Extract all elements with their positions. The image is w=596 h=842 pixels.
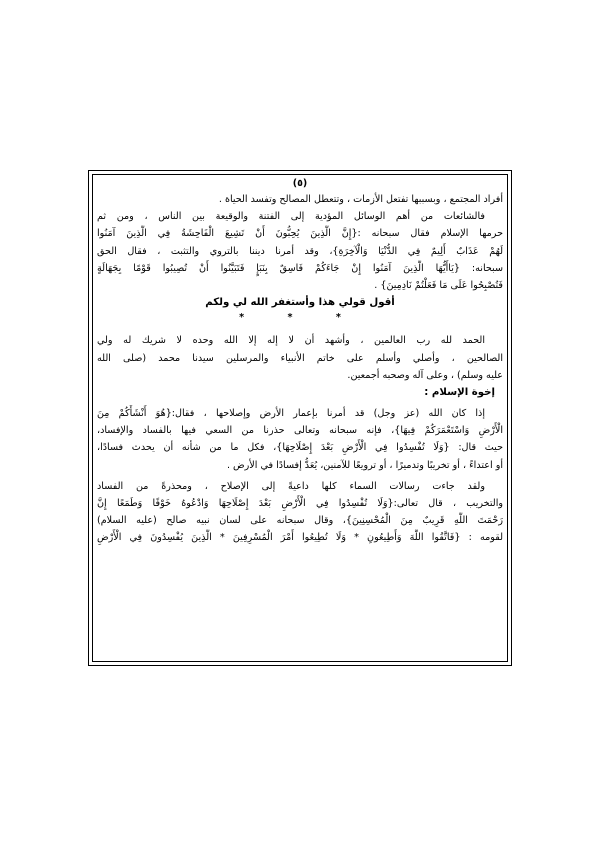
text-line: أو اعتداءً ، أو تخريبًا وتدميرًا ، أو ترويعًا للآمنين، يُعَدُّ إفسادًا في الأرض . bbox=[226, 459, 503, 471]
section-heading: إخوة الإسلام : bbox=[424, 386, 495, 398]
text-line: لَهُمْ عَذَابٌ أَلِيمٌ فِي الدُّنْيَا وَالْآخِرَةِ}، وقد أمرنا ديننا بالتروي والتثبت ، فقال الحق bbox=[97, 245, 503, 257]
text-line: سبحانه: {يَاأَيُّهَا الَّذِينَ آمَنُوا إِنْ جَاءَكُمْ فَاسِقٌ بِنَبَإٍ فَتَبَيَّنُوا أَنْ تُصِيبُوا قَوْمًا بِجَهَالَةٍ bbox=[97, 262, 503, 274]
text-line: والتخريب ، قال تعالى:{وَلَا تُفْسِدُوا فِي الْأَرْضِ بَعْدَ إِصْلَاحِهَا وَادْعُوهُ خَوْفًا وَطَمَعًا إِنَّ bbox=[97, 498, 503, 509]
text-line: عليه وسلم) ، وعلى آله وصحبه أجمعين. bbox=[347, 369, 503, 381]
text-line: إذا كان الله (عز وجل) قد أمرنا بإعمار الأرض وإصلاحها ، فقال:{هُوَ أَنْشَأَكُمْ مِنَ bbox=[97, 408, 485, 420]
paragraph-1 bbox=[97, 191, 503, 208]
paragraph-4 bbox=[97, 405, 503, 474]
page-number: (٥) bbox=[292, 178, 308, 189]
closing-heading: أقول قولي هذا وأستغفر الله لي ولكم bbox=[205, 297, 395, 309]
page-content bbox=[97, 176, 503, 547]
text-line: حرمها الإسلام فقال سبحانه :{إِنَّ الَّذِينَ يُحِبُّونَ أَنْ تَشِيعَ الْفَاحِشَةُ فِي الَّذِينَ آمَنُوا bbox=[97, 228, 503, 240]
text-line: ولقد جاءت رسالات السماء كلها داعيةً إلى الإصلاح ، ومحذرةً من الفساد bbox=[97, 480, 485, 492]
text-line: الحمد لله رب العالمين ، وأشهد أن لا إله إلا الله وحده لا شريك له ولي bbox=[97, 335, 485, 347]
text-line: رَحْمَتَ اللَّهِ قَرِيبٌ مِنَ الْمُحْسِنِينَ}، وقال سبحانه على لسان نبيه صالح (عليه السلام) bbox=[97, 515, 503, 527]
text-line: فَتُصْبِحُوا عَلَى مَا فَعَلْتُمْ نَادِمِينَ} . bbox=[374, 279, 503, 291]
text-line: فالشائعات من أهم الوسائل المؤدية إلى الفتنة والوقيعة بين الناس ، ومن ثم bbox=[97, 211, 485, 223]
text-line: الصالحين ، وأصلي وأسلم على خاتم الأنبياء والمرسلين سيدنا محمد (صلى الله bbox=[97, 352, 503, 364]
text-line: أفراد المجتمع ، وبسببها تفتعل الأزمات ، وتتعطل المصالح وتفسد الحياة . bbox=[218, 194, 503, 205]
paragraph-5 bbox=[97, 478, 503, 547]
paragraph-3 bbox=[97, 332, 503, 384]
text-line: الْأَرْضِ وَاسْتَعْمَرَكُمْ فِيهَا}، فإنه سبحانه وتعالى حذرنا من السعي فيها بالفساد والإفساد، bbox=[97, 425, 503, 437]
text-line: حيث قال: {وَلَا تُفْسِدُوا فِي الْأَرْضِ بَعْدَ إِصْلَاحِهَا}، فكل ما من شأنه أن يحدث فسادًا، bbox=[97, 442, 503, 454]
section-separator: * * * bbox=[239, 312, 361, 324]
paragraph-2 bbox=[97, 208, 503, 294]
text-line: لقومه : {فَاتَّقُوا اللَّهَ وَأَطِيعُونِ * وَلَا تُطِيعُوا أَمْرَ الْمُسْرِفِينَ * الَّذِينَ يُفْسِدُونَ فِي الْأَرْضِ bbox=[97, 532, 503, 544]
